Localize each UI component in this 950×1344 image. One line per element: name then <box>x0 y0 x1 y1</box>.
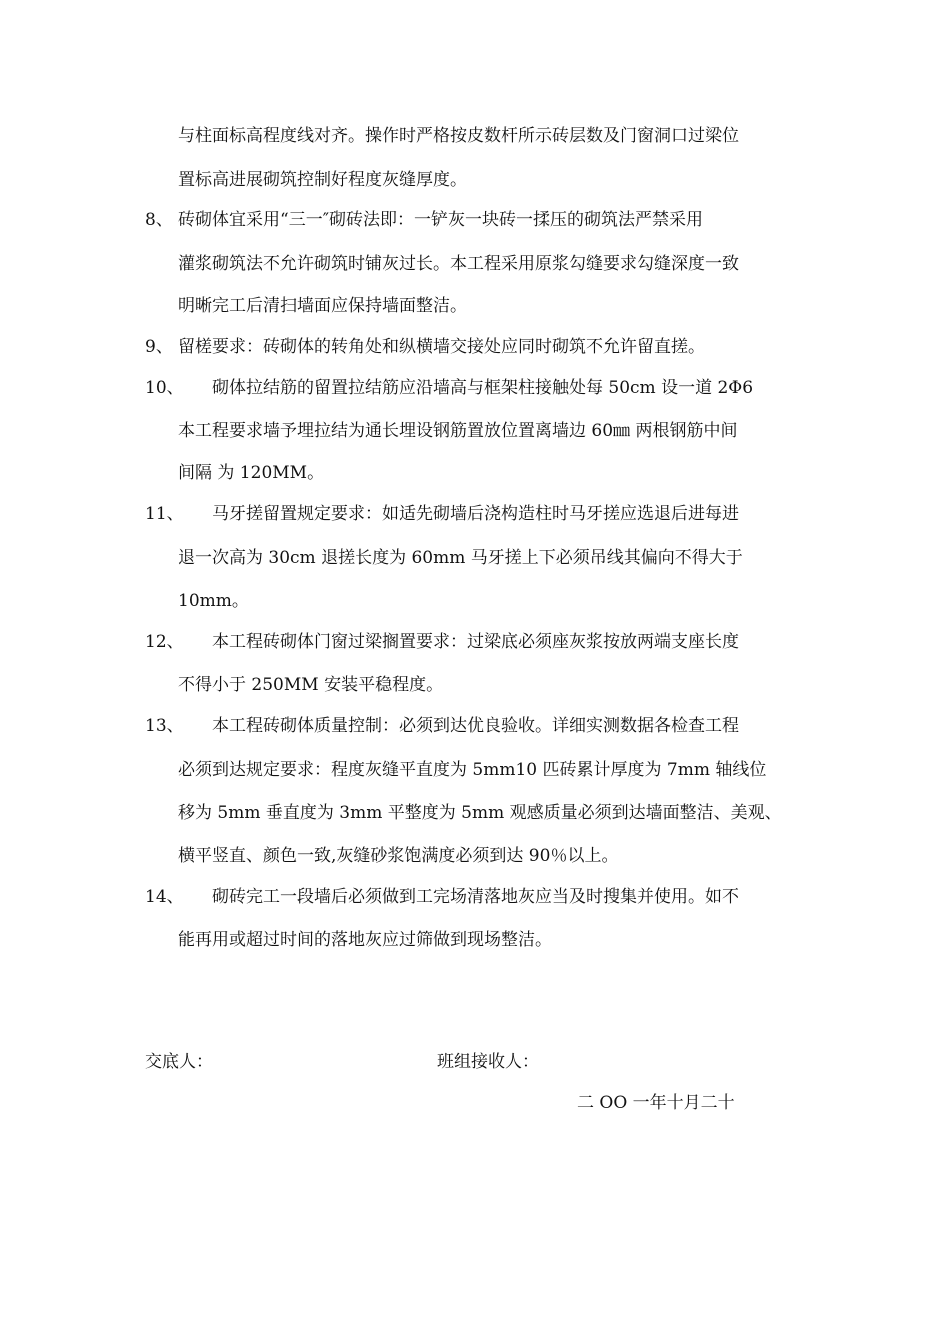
item-text-line: 砌砖完工一段墙后必须做到工完场清落地灰应当及时搜集并使用。如不 <box>212 887 739 907</box>
item-text-line: 横平竖直、颜色一致,灰缝砂浆饱满度必须到达 90％以上。 <box>178 846 619 866</box>
continuation-line-2: 置标高进展砌筑控制好程度灰缝厚度。 <box>178 170 467 190</box>
item-text-line: 本工程要求墙予埋拉结为通长埋设钢筋置放位置离墙边 60㎜ 两根钢筋中间 <box>178 421 738 441</box>
item-text-line: 砖砌体宜采用“三一″砌砖法即：一铲灰一块砖一揉压的砌筑法严禁采用 <box>178 210 704 230</box>
item-number: 9、 <box>145 337 173 357</box>
item-text-line: 灌浆砌筑法不允许砌筑时铺灰过长。本工程采用原浆勾缝要求勾缝深度一致 <box>178 254 739 274</box>
item-number: 14、 <box>145 887 184 907</box>
item-text-line: 留槎要求：砖砌体的转角处和纵横墙交接处应同时砌筑不允许留直搓。 <box>178 337 705 357</box>
item-text-line: 退一次高为 30cm 退搓长度为 60mm 马牙搓上下必须吊线其偏向不得大于 <box>178 548 743 568</box>
item-text-line: 马牙搓留置规定要求：如适先砌墙后浇构造柱时马牙搓应选退后进每进 <box>212 504 739 524</box>
item-text-line: 能再用或超过时间的落地灰应过筛做到现场整洁。 <box>178 930 552 950</box>
continuation-line-1: 与柱面标高程度线对齐。操作时严格按皮数杆所示砖层数及门窗洞口过梁位 <box>178 126 739 146</box>
item-text-line: 必须到达规定要求：程度灰缝平直度为 5mm10 匹砖累计厚度为 7mm 轴线位 <box>178 760 767 780</box>
item-text-line: 明晰完工后清扫墙面应保持墙面整洁。 <box>178 296 467 316</box>
item-text-line: 10mm。 <box>178 591 249 611</box>
item-number: 10、 <box>145 378 184 398</box>
document-date: 二 OO 一年十月二十 <box>577 1093 735 1113</box>
item-number: 8、 <box>145 210 173 230</box>
receiver-label: 班组接收人： <box>437 1052 539 1072</box>
item-number: 12、 <box>145 632 184 652</box>
item-text-line: 不得小于 250MM 安装平稳程度。 <box>178 675 444 695</box>
item-number: 11、 <box>145 504 184 524</box>
item-number: 13、 <box>145 716 184 736</box>
item-text-line: 移为 5mm 垂直度为 3mm 平整度为 5mm 观感质量必须到达墙面整洁、美观、 <box>178 803 782 823</box>
item-text-line: 本工程砖砌体质量控制：必须到达优良验收。详细实测数据各检查工程 <box>212 716 739 736</box>
presenter-label: 交底人： <box>145 1052 213 1072</box>
item-text-line: 间隔 为 120MM。 <box>178 463 325 483</box>
item-text-line: 砌体拉结筋的留置拉结筋应沿墙高与框架柱接触处每 50cm 设一道 2Φ6 <box>212 378 754 398</box>
item-text-line: 本工程砖砌体门窗过梁搁置要求：过梁底必须座灰浆按放两端支座长度 <box>212 632 739 652</box>
